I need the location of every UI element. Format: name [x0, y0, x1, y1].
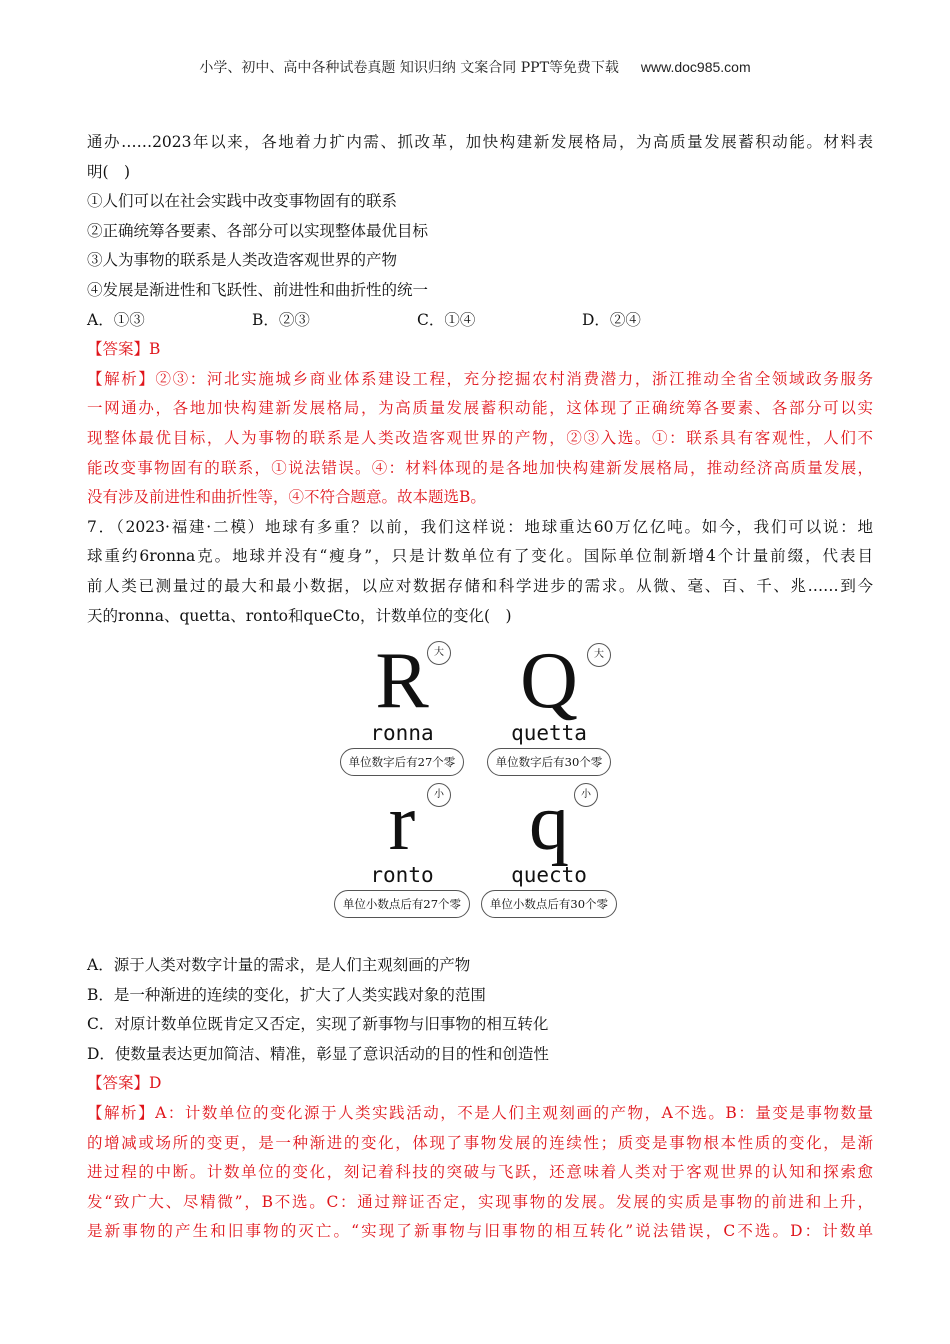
stem-line: 天的ronna、quetta、ronto和queCto，计数单位的变化( ) — [87, 606, 512, 625]
stem-line: 球重约6ronna克。地球并没有“瘦身”，只是计数单位有了变化。国际单位制新增4个计量前缀，代表目 — [87, 547, 873, 566]
statement-item: ②正确统筹各要素、各部分可以实现整体最优目标 — [87, 221, 429, 240]
stem-line: 前人类已测量过的最大和最小数据，以应对数据存储和科学进步的需求。从微、毫、百、千、兆……到今 — [87, 576, 873, 595]
prefix-desc: 单位小数点后有27个零 — [334, 890, 470, 918]
prefix-name: quecto — [511, 863, 587, 888]
prefix-desc: 单位数字后有30个零 — [487, 748, 612, 776]
question-6 — [87, 128, 873, 513]
prefix-letter: Q — [520, 637, 578, 726]
analysis-line: 能改变事物固有的联系，①说法错误。④：材料体现的是各地加快构建新发展格局，推动经济高质量发展， — [87, 458, 873, 477]
statement-item: ①人们可以在社会实践中改变事物固有的联系 — [87, 192, 398, 211]
speech-bubble-icon: 大 — [427, 641, 451, 665]
question-7 — [87, 513, 873, 1247]
figure-quecto — [479, 779, 619, 918]
option-d: D．使数量表达更加简洁、精准，彰显了意识活动的目的性和创造性 — [87, 1044, 549, 1063]
analysis-line: 是新事物的产生和旧事物的灭亡。“实现了新事物与旧事物的相互转化”说法错误，C不选。D：计数单 — [87, 1222, 873, 1241]
answer: 【答案】D — [87, 1074, 162, 1093]
answer: 【答案】B — [87, 340, 161, 359]
header-text: 小学、初中、高中各种试卷真题 知识归纳 文案合同 PPT等免费下载 — [199, 60, 619, 76]
analysis — [87, 1099, 873, 1247]
statement-item: ③人为事物的联系是人类改造客观世界的产物 — [87, 251, 398, 270]
speech-bubble-icon: 小 — [574, 783, 598, 807]
prefix-name: ronto — [370, 863, 434, 888]
option-c: C．对原计数单位既肯定又否定，实现了新事物与旧事物的相互转化 — [87, 1015, 549, 1034]
prefix-letter: R — [375, 637, 429, 726]
analysis-line: 没有涉及前进性和曲折性等，④不符合题意。故本题选B。 — [87, 488, 486, 507]
header-url[interactable]: www.doc985.com — [640, 59, 751, 75]
prefix-letter: q — [529, 779, 569, 868]
figure-ronna — [332, 637, 472, 776]
prefix-name: quetta — [511, 721, 587, 746]
prefix-name: ronna — [370, 721, 434, 746]
options-row — [87, 306, 873, 336]
unit-prefix-figure — [87, 631, 873, 951]
stem-line: 7．（2023·福建·二模）地球有多重？以前，我们这样说：地球重达60万亿亿吨。如今，我们可以说：地 — [87, 517, 873, 536]
page-header — [0, 57, 950, 77]
stem-line: 通办……2023年以来，各地着力扩内需、抓改革，加快构建新发展格局，为高质量发展蓄积动能。材料表 — [87, 133, 873, 151]
analysis-line: 【解析】②③：河北实施城乡商业体系建设工程，充分挖掘农村消费潜力，浙江推动全省全领域政务服务 — [87, 369, 873, 388]
document-body — [87, 128, 873, 1247]
option-a: A．①③ — [87, 310, 145, 329]
statement-item: ④发展是渐进性和飞跃性、前进性和曲折性的统一 — [87, 280, 429, 299]
option-d: D．②④ — [582, 310, 641, 329]
figure-ronto — [332, 779, 472, 918]
figure-quetta — [479, 637, 619, 776]
analysis — [87, 365, 873, 513]
analysis-line: 【解析】A：计数单位的变化源于人类实践活动，不是人们主观刻画的产物，A不选。B：量变是事物数量 — [87, 1104, 873, 1123]
speech-bubble-icon: 小 — [427, 783, 451, 807]
stem-line: 明( ) — [87, 162, 131, 181]
prefix-desc: 单位数字后有27个零 — [340, 748, 465, 776]
prefix-desc: 单位小数点后有30个零 — [481, 890, 617, 918]
option-b: B．②③ — [252, 310, 310, 329]
analysis-line: 进过程的中断。计数单位的变化，刻记着科技的突破与飞跃，还意味着人类对于客观世界的认知和探索愈 — [87, 1163, 873, 1182]
speech-bubble-icon: 大 — [587, 643, 611, 667]
option-a: A．源于人类对数字计量的需求，是人们主观刻画的产物 — [87, 956, 471, 975]
option-c: C．①④ — [417, 310, 476, 329]
analysis-line: 一网通办，各地加快构建新发展格局，为高质量发展蓄积动能，这体现了正确统筹各要素、各部分可以实 — [87, 399, 873, 418]
analysis-line: 发“致广大、尽精微”，B不选。C：通过辩证否定，实现事物的发展。发展的实质是事物的前进和上升， — [87, 1192, 873, 1211]
prefix-letter: r — [388, 779, 416, 868]
analysis-line: 现整体最优目标，人为事物的联系是人类改造客观世界的产物，②③入选。①：联系具有客观性，人们不 — [87, 428, 873, 447]
analysis-line: 的增减或场所的变更，是一种渐进的变化，体现了事物发展的连续性；质变是事物根本性质的变化，是渐 — [87, 1133, 873, 1152]
option-b: B．是一种渐进的连续的变化，扩大了人类实践对象的范围 — [87, 985, 486, 1004]
